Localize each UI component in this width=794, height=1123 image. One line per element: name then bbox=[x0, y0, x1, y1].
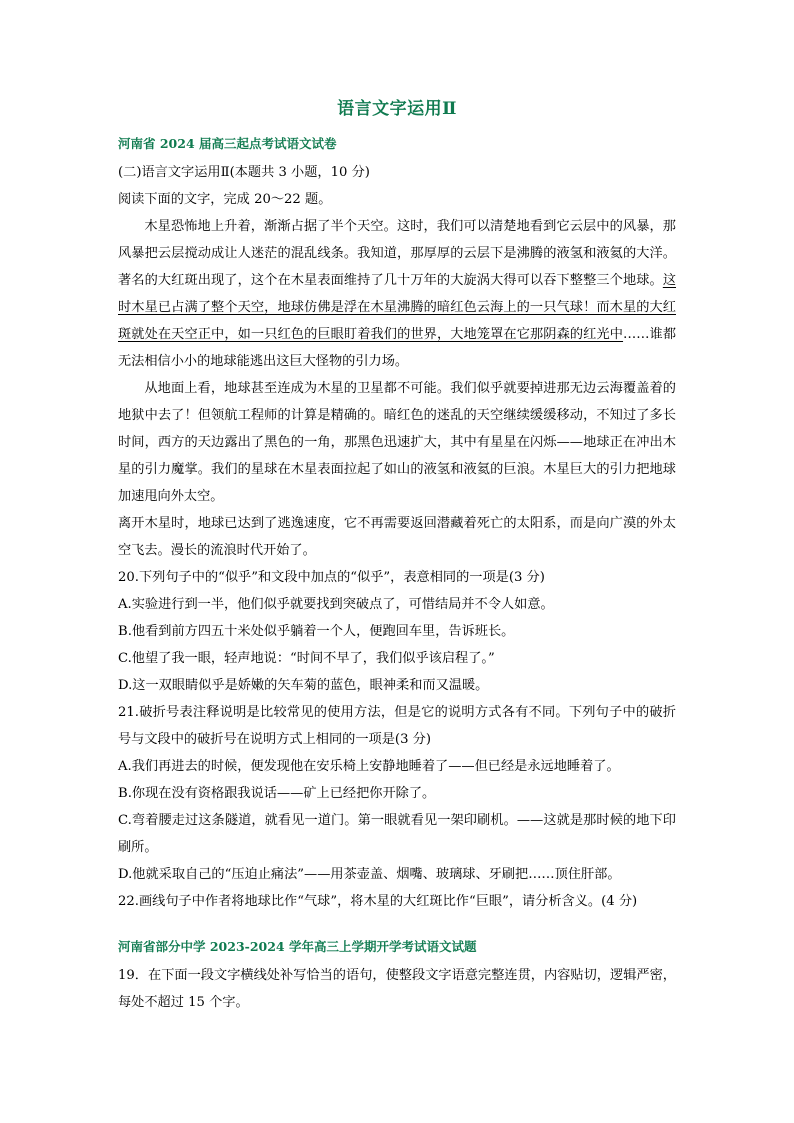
passage-p1-tail: ……谁都无法相信小小的地球能逃出这巨大怪物的引力场。 bbox=[118, 327, 677, 369]
underlined-sentence: 这时木星已占满了整个天空，地球仿佛是浮在木星沸腾的暗红色云海上的一只气球！而木星的大红斑就处在天空正中，如一只红色的巨眼盯着我们的世界，大地笼罩在它那阴森的红光中 bbox=[118, 273, 676, 342]
section-heading: (二)语言文字运用Ⅱ(本题共 3 小题，10 分) bbox=[118, 165, 370, 180]
page-title: 语言文字运用Ⅱ bbox=[337, 99, 457, 119]
passage-paragraph-3: 离开木星时，地球已达到了逃逸速度，它不再需要返回潜藏着死亡的太阳系，而是向广漠的外太空飞去。漫长的流浪时代开始了。 bbox=[118, 516, 676, 558]
question-20-option-b: B.他看到前方四五十米处似乎躺着一个人，便跑回车里，告诉班长。 bbox=[118, 624, 515, 639]
question-21-option-d: D.他就采取自己的“压迫止痛法”——用茶壶盖、烟嘴、玻璃球、牙刷把……顶住肝部。 bbox=[118, 867, 621, 882]
section-spacer bbox=[118, 915, 676, 937]
question-20-option-a: A.实验进行到一半，他们似乎就要找到突破点了，可惜结局并不令人如意。 bbox=[118, 597, 554, 612]
exam-source-2: 河南省部分中学 2023-2024 学年高三上学期开学考试语文试题 bbox=[118, 939, 477, 954]
question-20-stem: 20.下列句子中的“似乎”和文段中加点的“似乎”，表意相同的一项是(3 分) bbox=[118, 570, 545, 585]
passage bbox=[118, 213, 676, 564]
passage-p1-text: 木星恐怖地上升着，渐渐占据了半个天空。这时，我们可以清楚地看到它云层中的风暴，那风暴把云层搅动成让人迷茫的混乱线条。我知道，那厚厚的云层下是沸腾的液氢和液氦的大洋。著名的大红斑出现了，这个在木星表面维持了几十万年的大旋涡大得可以吞下整整三个地球。 bbox=[118, 219, 676, 288]
question-21-option-c: C.弯着腰走过这条隧道，就看见一道门。第一眼就看见一架印刷机。——这就是那时候的地下印刷所。 bbox=[118, 813, 676, 855]
question-20-option-c: C.他望了我一眼，轻声地说：“时间不早了，我们似乎该启程了。” bbox=[118, 651, 495, 666]
question-22-stem: 22.画线句子中作者将地球比作“气球”，将木星的大红斑比作“巨眼”，请分析含义。(4 分) bbox=[118, 894, 638, 909]
question-21-option-a: A.我们再进去的时候，便发现他在安乐椅上安静地睡着了——但已经是永远地睡着了。 bbox=[118, 759, 620, 774]
question-19-stem: 19．在下面一段文字横线处补写恰当的语句，使整段文字语意完整连贯，内容贴切，逻辑严密，每处不超过 15 个字。 bbox=[118, 968, 676, 1010]
question-21-option-b: B.你现在没有资格跟我说话——矿上已经把你开除了。 bbox=[118, 786, 436, 801]
passage-paragraph-1 bbox=[118, 213, 676, 375]
instruction: 阅读下面的文字，完成 20～22 题。 bbox=[118, 192, 332, 207]
question-20-option-d: D.这一双眼睛似乎是娇嫩的矢车菊的蓝色，眼神柔和而又温暖。 bbox=[118, 678, 489, 693]
passage-paragraph-2: 从地面上看，地球甚至连成为木星的卫星都不可能。我们似乎就要掉进那无边云海覆盖着的地狱中去了！但领航工程师的计算是精确的。暗红色的迷乱的天空继续缓缓移动，不知过了多长时间，西方的天边露出了黑色的一角，那黑色迅速扩大，其中有星星在闪烁——地球正在冲出木星的引力魔掌。我们的星球在木星表面拉起了如山的液氢和液氦的巨浪。木星巨大的引力把地球加速甩向外太空。 bbox=[118, 381, 676, 504]
question-21-stem: 21.破折号表注释说明是比较常见的使用方法，但是它的说明方式各有不同。下列句子中的破折号与文段中的破折号在说明方式上相同的一项是(3 分) bbox=[118, 705, 676, 747]
exam-source-1: 河南省 2024 届高三起点考试语文试卷 bbox=[118, 136, 337, 151]
